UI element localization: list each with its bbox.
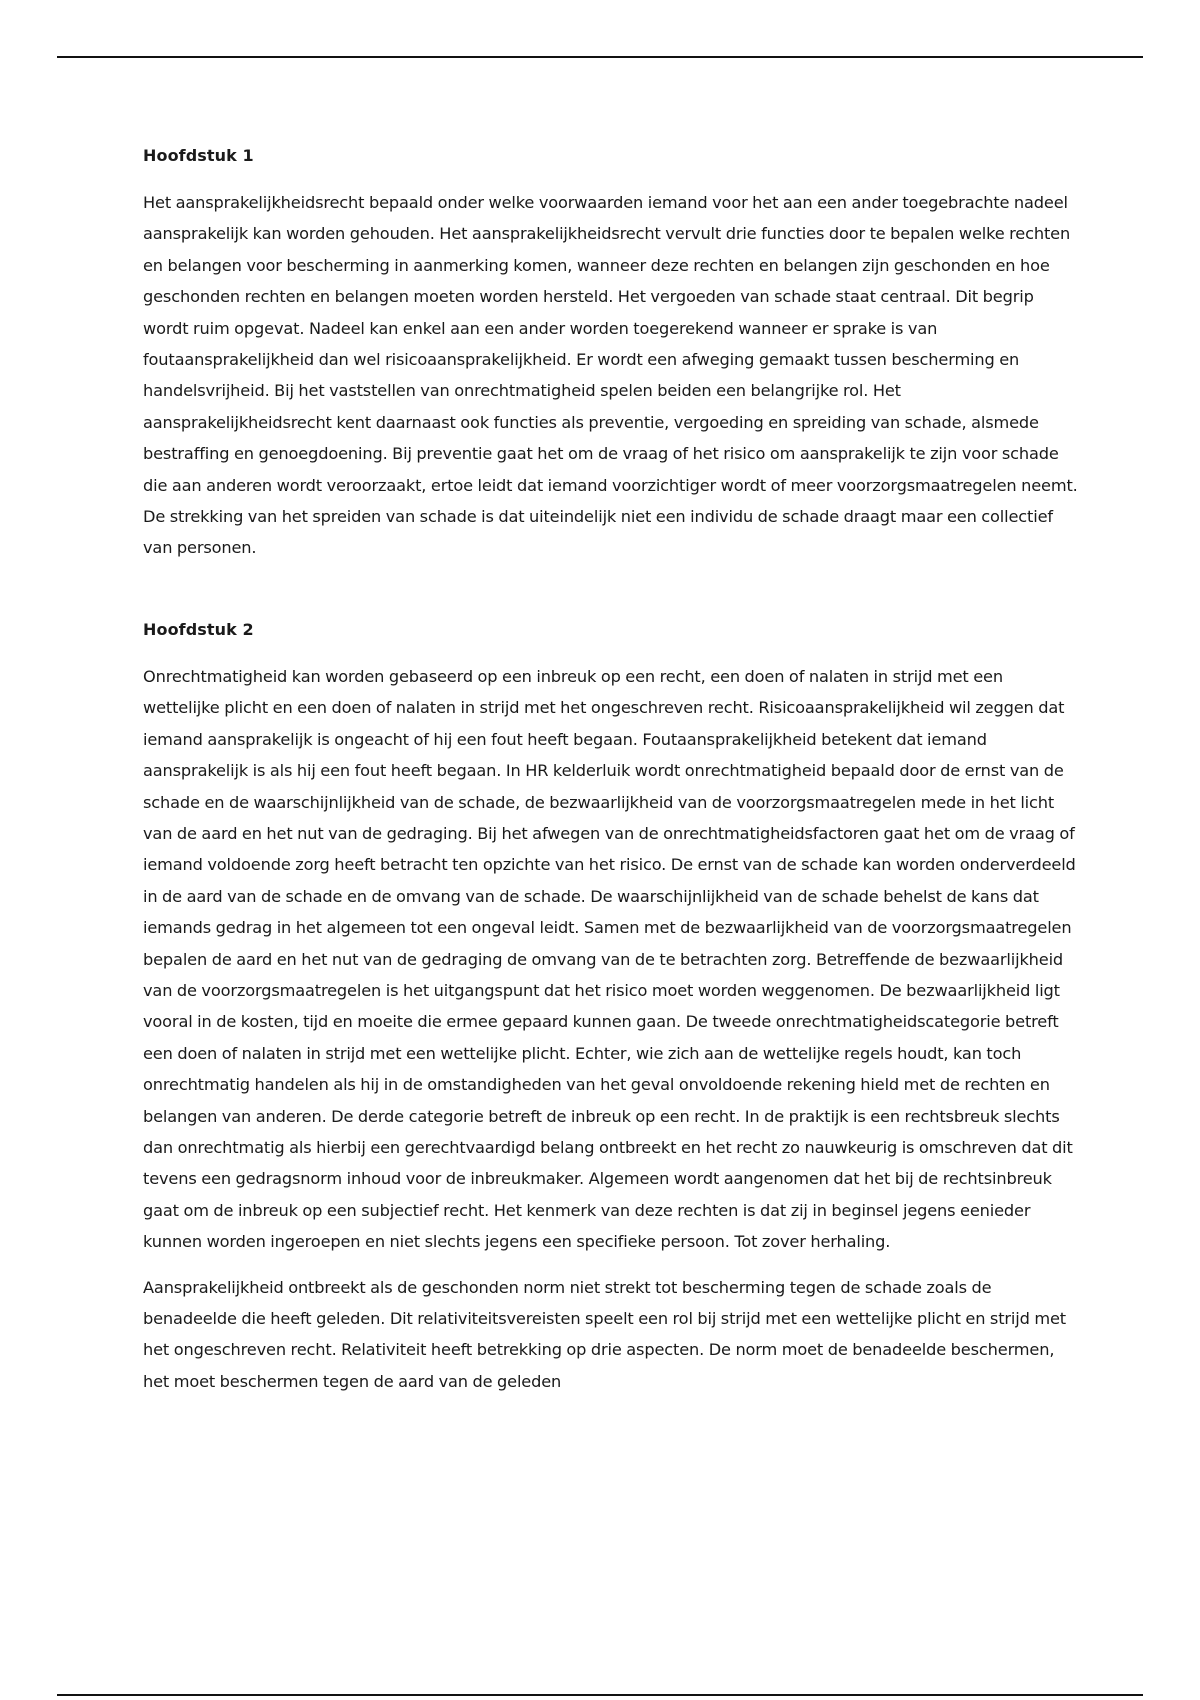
chapter-1-section — [143, 142, 1078, 564]
chapter-1-heading: Hoofdstuk 1 — [143, 146, 254, 165]
chapter-2-paragraph-2: Aansprakelijkheid ontbreekt als de geschonden norm niet strekt tot bescherming tegen de schade zoals de benadeelde die heeft geleden. Dit relativiteitsvereisten speelt een rol bij strijd met een wettelijke plicht en strijd met het ongeschreven recht. Relativiteit heeft betrekking op drie aspecten. De norm moet de benadeelde beschermen, het moet beschermen tegen de aard van de geleden — [143, 1277, 1066, 1391]
chapter-2-paragraph-1: Onrechtmatigheid kan worden gebaseerd op een inbreuk op een recht, een doen of nalaten in strijd met een wettelijke plicht en een doen of nalaten in strijd met het ongeschreven recht. Risicoaansprakelijkheid wil zeggen dat iemand aansprakelijk is ongeacht of hij een fout heeft begaan. Foutaansprakelijkheid betekent dat iemand aansprakelijk is als hij een fout heeft begaan. In HR kelderluik wordt onrechtmatigheid bepaald door de ernst van de schade en de waarschijnlijkheid van de schade, de bezwaarlijkheid van de voorzorgsmaatregelen mede in het licht van de aard en het nut van de gedraging. Bij het afwegen van de onrechtmatigheidsfactoren gaat het om de vraag of iemand voldoende zorg heeft betracht ten opzichte van het risico. De ernst van de schade kan worden onderverdeeld in de aard van de schade en de omvang van de schade. De waarschijnlijkheid van de schade behelst de kans dat iemands gedrag in het algemeen tot een ongeval leidt. Samen met de bezwaarlijkheid van de voorzorgsmaatregelen bepalen de aard en het nut van de gedraging de omvang van de te betrachten zorg. Betreffende de bezwaarlijkheid van de voorzorgsmaatregelen is het uitgangspunt dat het risico moet worden weggenomen. De bezwaarlijkheid ligt vooral in de kosten, tijd en moeite die ermee gepaard kunnen gaan. De tweede onrechtmatigheidscategorie betreft een doen of nalaten in strijd met een wettelijke plicht. Echter, wie zich aan de wettelijke regels houdt, kan toch onrechtmatig handelen als hij in de omstandigheden van het geval onvoldoende rekening hield met de rechten en belangen van anderen. De derde categorie betreft de inbreuk op een recht. In de praktijk is een rechtsbreuk slechts dan onrechtmatig als hierbij een gerechtvaardigd belang ontbreekt en het recht zo nauwkeurig is omschreven dat dit tevens een gedragsnorm inhoud voor de inbreukmaker. Algemeen wordt aangenomen dat het bij de rechtsinbreuk gaat om de inbreuk op een subjectief recht. Het kenmerk van deze rechten is dat zij in beginsel jegens eenieder kunnen worden ingeroepen en niet slechts jegens een specifieke persoon. Tot zover herhaling. — [143, 666, 1076, 1252]
chapter-2-section — [143, 616, 1078, 1397]
document-body — [143, 142, 1078, 1397]
page-top-rule — [57, 56, 1143, 58]
chapter-1-paragraph-1: Het aansprakelijkheidsrecht bepaald onder welke voorwaarden iemand voor het aan een ander toegebrachte nadeel aansprakelijk kan worden gehouden. Het aansprakelijkheidsrecht vervult drie functies door te bepalen welke rechten en belangen voor bescherming in aanmerking komen, wanneer deze rechten en belangen zijn geschonden en hoe geschonden rechten en belangen moeten worden hersteld. Het vergoeden van schade staat centraal. Dit begrip wordt ruim opgevat. Nadeel kan enkel aan een ander worden toegerekend wanneer er sprake is van foutaansprakelijkheid dan wel risicoaansprakelijkheid. Er wordt een afweging gemaakt tussen bescherming en handelsvrijheid. Bij het vaststellen van onrechtmatigheid spelen beiden een belangrijke rol. Het aansprakelijkheidsrecht kent daarnaast ook functies als preventie, vergoeding en spreiding van schade, alsmede bestraffing en genoegdoening. Bij preventie gaat het om de vraag of het risico om aansprakelijk te zijn voor schade die aan anderen wordt veroorzaakt, ertoe leidt dat iemand voorzichtiger wordt of meer voorzorgsmaatregelen neemt. De strekking van het spreiden van schade is dat uiteindelijk niet een individu de schade draagt maar een collectief van personen. — [143, 193, 1078, 558]
page-bottom-rule — [57, 1694, 1143, 1696]
chapter-2-heading: Hoofdstuk 2 — [143, 619, 254, 639]
